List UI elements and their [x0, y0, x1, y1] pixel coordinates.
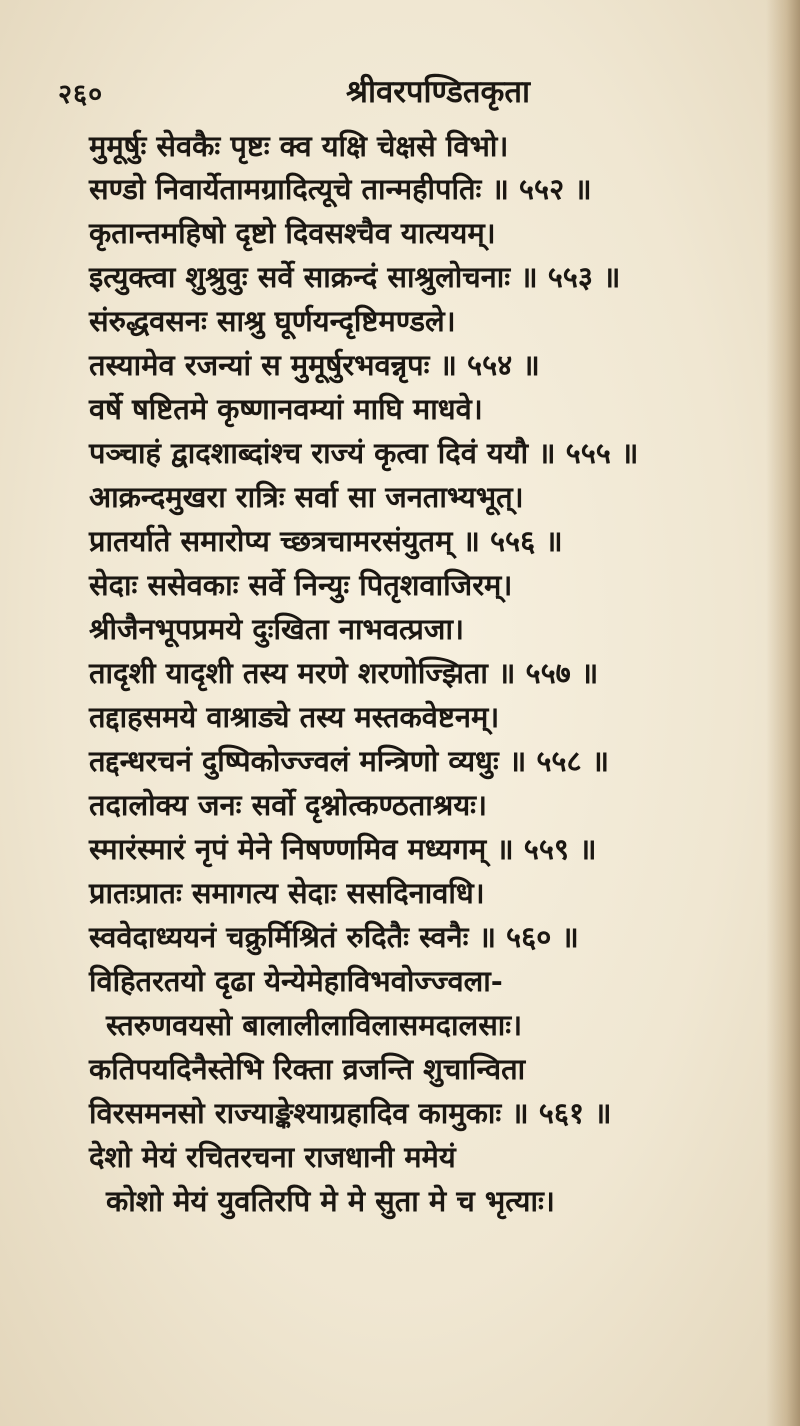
verse-line: मुमूर्षुः सेवकैः पृष्टः क्व यक्षि चेक्षसे विभो।	[89, 129, 509, 163]
verse-line: सेदाः ससेवकाः सर्वे निन्युः पितृशवाजिरम्।	[89, 568, 513, 602]
verse-line: स्ववेदाध्ययनं चक्रुर्मिश्रितं रुदितैः स्वनैः ॥ ५६० ॥	[89, 920, 579, 954]
verse-line: आक्रन्दमुखरा रात्रिः सर्वा सा जनताभ्यभूत्।	[89, 480, 524, 514]
verse-line: वर्षे षष्टितमे कृष्णानवम्यां माघि माधवे।	[89, 392, 483, 426]
verse-line: पञ्चाहं द्वादशाब्दांश्च राज्यं कृत्वा दिवं ययौ ॥ ५५५ ॥	[89, 436, 639, 470]
verse-line: तदालोक्य जनः सर्वो दृश्नोत्कण्ठताश्रयः।	[89, 788, 488, 822]
verse-line: तादृशी यादृशी तस्य मरणे शरणोज्झिता ॥ ५५७ ॥	[89, 656, 599, 690]
verse-line: तद्दन्धरचनं दुष्पिकोज्ज्वलं मन्त्रिणो व्यधुः ॥ ५५८ ॥	[89, 744, 610, 778]
verse-line: सण्डो निवार्येतामग्रादित्यूचे तान्महीपतिः ॥ ५५२ ॥	[89, 172, 592, 206]
verse-line: कोशो मेयं युवतिरपि मे मे सुता मे च भृत्याः।	[106, 1184, 555, 1218]
page-number: २६०	[58, 79, 104, 110]
verse-line: देशो मेयं रचितरचना राजधानी ममेयं	[89, 1140, 456, 1174]
verse-line: कृतान्तमहिषो दृष्टो दिवसश्चैव यात्ययम्।	[89, 216, 496, 250]
verse-line: संरुद्धवसनः साश्रु घूर्णयन्दृष्टिमण्डले।	[89, 304, 456, 338]
verse-line: विरसमनसो राज्याङ्केश्याग्रहादिव कामुकाः ॥ ५६१ ॥	[89, 1096, 612, 1130]
verse-line: स्तरुणवयसो बालालीलाविलासमदालसाः।	[106, 1008, 523, 1042]
verse-line: विहितरतयो दृढा येन्येमेहाविभवोज्ज्वला-	[89, 964, 503, 998]
running-head: श्रीवरपण्डितकृता	[346, 74, 531, 110]
verse-line: इत्युक्त्वा शुश्रुवुः सर्वे साक्रन्दं साश्रुलोचनाः ॥ ५५३ ॥	[89, 260, 621, 294]
verse-line: कतिपयदिनैस्तेभि रिक्ता व्रजन्ति शुचान्विता	[89, 1052, 526, 1086]
verse-line: स्मारंस्मारं नृपं मेने निषण्णमिव मध्यगम् ॥ ५५९ ॥	[89, 832, 597, 866]
verse-line: तद्दाहसमये वाश्राड्ये तस्य मस्तकवेष्टनम्।	[89, 700, 500, 734]
verse-line: तस्यामेव रजन्यां स मुमूर्षुरभवन्नृपः ॥ ५५४ ॥	[89, 348, 540, 382]
verse-line: प्रातःप्रातः समागत्य सेदाः ससदिनावधि।	[89, 876, 485, 910]
page-edge-shadow	[766, 0, 800, 1426]
verse-line: श्रीजैनभूपप्रमये दुःखिता नाभवत्प्रजा।	[89, 612, 464, 646]
verse-line: प्रातर्याते समारोप्य च्छत्रचामरसंयुतम् ॥ ५५६ ॥	[89, 524, 563, 558]
